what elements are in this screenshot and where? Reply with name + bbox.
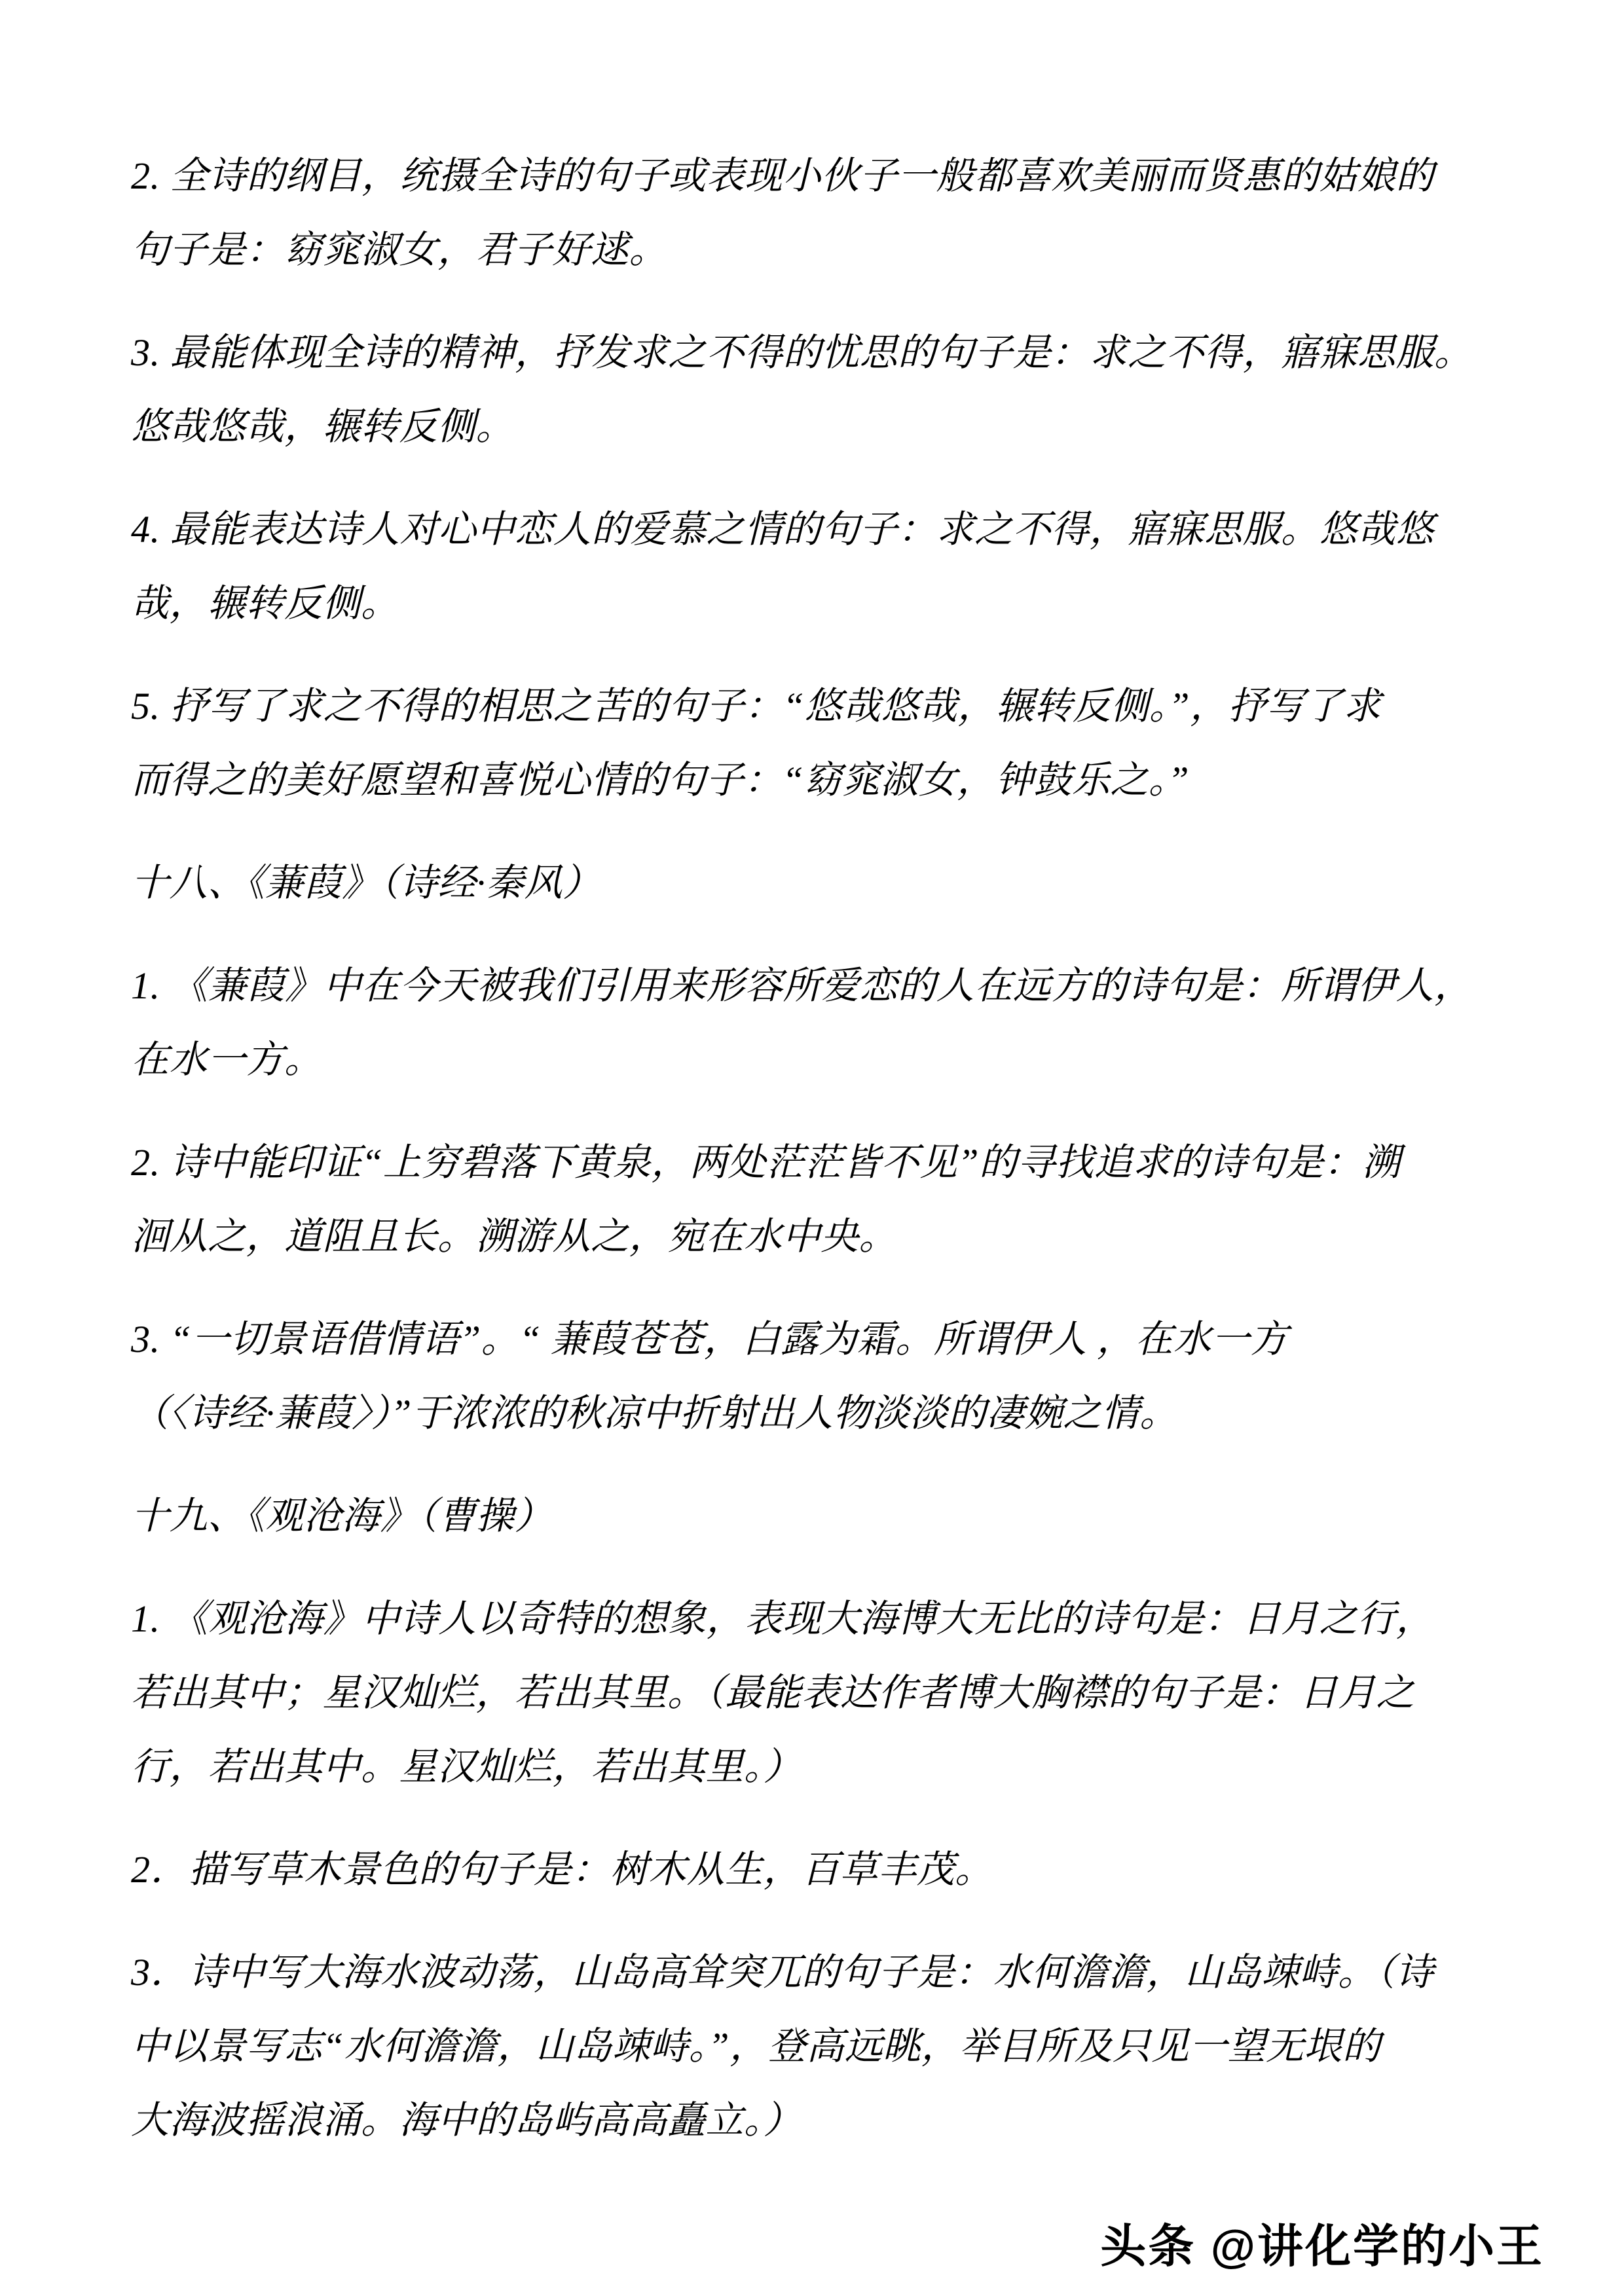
text-line: 1. 《观沧海》中诗人以奇特的想象，表现大海博大无比的诗句是：日月之行， [131,1597,1435,1640]
paragraph [131,1302,1598,1450]
text-line: 4. 最能表达诗人对心中恋人的爱慕之情的句子：求之不得，寤寐思服。悠哉悠 [131,508,1435,551]
text-line: 3. “一切景语借情语”。“ 蒹葭苍苍，白露为霜。所谓伊人 ，在水一方 [131,1318,1289,1360]
watermark [1100,2218,1544,2274]
text-line: 而得之的美好愿望和喜悦心情的句子：“窈窕淑女，钟鼓乐之。” [131,759,1190,801]
text-line: 句子是：窈窕淑女，君子好逑。 [131,228,668,271]
text-line: 在水一方。 [131,1038,323,1081]
section-heading [131,846,1598,920]
text-line: 2. 全诗的纲目，统摄全诗的句子或表现小伙子一般都喜欢美丽而贤惠的姑娘的 [131,155,1435,197]
text-line: 3．诗中写大海水波动荡，山岛高耸突兀的句子是：水何澹澹，山岛竦峙。（诗 [131,1951,1434,1994]
watermark-text: 头条 @讲化学的小王 [1100,2221,1544,2272]
text-line: 洄从之，道阻且长。溯游从之，宛在水中央。 [131,1215,898,1258]
paragraph [131,316,1598,464]
text-line: 十九、《观沧海》（曹操） [131,1495,553,1537]
text-line: 悠哉悠哉，辗转反侧。 [131,405,515,448]
text-line: 若出其中；星汉灿烂，若出其里。（最能表达作者博大胸襟的句子是：日月之 [131,1671,1415,1714]
document-content [131,139,1598,2186]
text-line: 哉，辗转反侧。 [131,582,399,625]
text-line: 中以景写志“水何澹澹，山岛竦峙。”，登高远眺，举目所及只见一望无垠的 [131,2025,1381,2068]
text-line: 2. 诗中能印证“上穷碧落下黄泉，两处茫茫皆不见”的寻找追求的诗句是：溯 [131,1141,1401,1184]
text-line: 2．描写草木景色的句子是：树木从生，百草丰茂。 [131,1848,993,1891]
text-line: 大海波摇浪涌。海中的岛屿高高矗立。） [131,2099,802,2141]
paragraph [131,1832,1598,1906]
paragraph [131,1582,1598,1804]
text-line: 5. 抒写了求之不得的相思之苦的句子：“悠哉悠哉，辗转反侧。”，抒写了求 [131,685,1382,727]
text-line: 1. 《蒹葭》中在今天被我们引用来形容所爱恋的人在远方的诗句是：所谓伊人， [131,964,1473,1007]
paragraph [131,492,1598,640]
paragraph [131,949,1598,1097]
text-line: 行，若出其中。星汉灿烂，若出其里。） [131,1745,802,1788]
section-heading [131,1479,1598,1553]
paragraph [131,669,1598,817]
text-line: 十八、《蒹葭》（诗经·秦风） [131,862,601,904]
text-line: 3. 最能体现全诗的精神，抒发求之不得的忧思的句子是：求之不得，寤寐思服。 [131,331,1473,374]
text-line: （〈诗经·蒹葭〉）”于浓浓的秋凉中折射出人物淡淡的凄婉之情。 [131,1392,1178,1434]
paragraph [131,1125,1598,1273]
paragraph [131,1935,1598,2157]
paragraph [131,139,1598,287]
